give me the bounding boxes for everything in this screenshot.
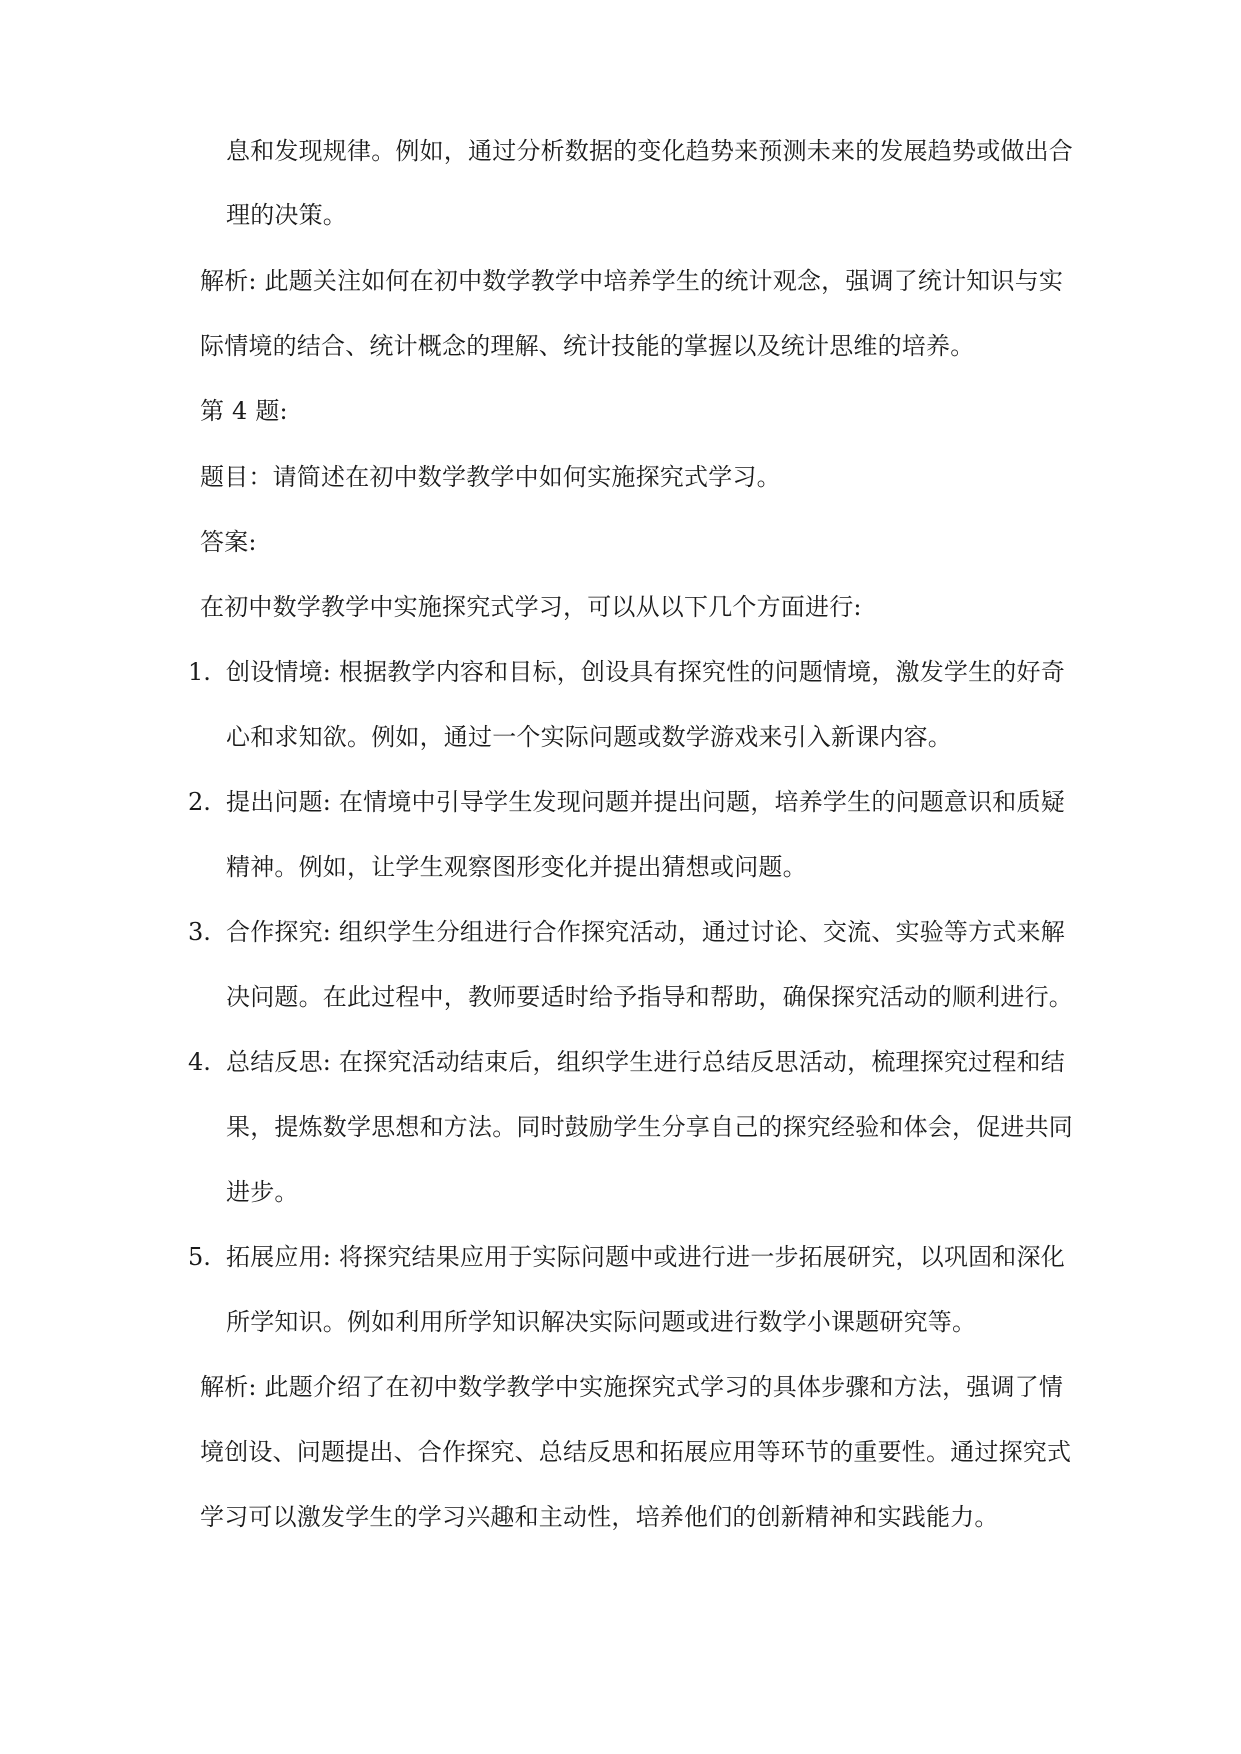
list-item-line: 总结反思: 在探究活动结束后，组织学生进行总结反思活动，梳理探究过程和结 — [226, 1048, 1065, 1076]
analysis-paragraph-line: 际情境的结合、统计概念的理解、统计技能的掌握以及统计思维的培养。 — [200, 332, 975, 360]
list-item-line: 进步。 — [226, 1178, 299, 1206]
list-item-line: 决问题。在此过程中，教师要适时给予指导和帮助，确保探究活动的顺利进行。 — [226, 983, 1073, 1011]
list-item-number: 4. — [188, 1048, 211, 1076]
answer-intro: 在初中数学教学中实施探究式学习，可以从以下几个方面进行: — [200, 593, 862, 621]
list-item-line: 提出问题: 在情境中引导学生发现问题并提出问题，培养学生的问题意识和质疑 — [226, 788, 1065, 816]
list-item-line: 果，提炼数学思想和方法。同时鼓励学生分享自己的探究经验和体会，促进共同 — [226, 1113, 1073, 1141]
list-item-number: 3. — [188, 918, 211, 946]
list-item-line: 心和求知欲。例如，通过一个实际问题或数学游戏来引入新课内容。 — [226, 723, 952, 751]
question-text: 题目：请简述在初中数学教学中如何实施探究式学习。 — [200, 463, 781, 491]
analysis-paragraph-line: 学习可以激发学生的学习兴趣和主动性，培养他们的创新精神和实践能力。 — [200, 1503, 999, 1531]
analysis-paragraph-line: 境创设、问题提出、合作探究、总结反思和拓展应用等环节的重要性。通过探究式 — [200, 1438, 1072, 1466]
list-item-number: 1. — [188, 658, 211, 686]
answer-label: 答案: — [200, 528, 257, 556]
continuation-line: 息和发现规律。例如，通过分析数据的变化趋势来预测未来的发展趋势或做出合 — [226, 137, 1073, 165]
list-item-line: 合作探究: 组织学生分组进行合作探究活动，通过讨论、交流、实验等方式来解 — [226, 918, 1065, 946]
question-heading: 第 4 题: — [200, 397, 288, 425]
list-item-number: 2. — [188, 788, 211, 816]
list-item-line: 精神。例如，让学生观察图形变化并提出猜想或问题。 — [226, 853, 807, 881]
list-item-line: 拓展应用: 将探究结果应用于实际问题中或进行进一步拓展研究，以巩固和深化 — [226, 1243, 1065, 1271]
continuation-line: 理的决策。 — [226, 201, 347, 229]
list-item-line: 所学知识。例如利用所学知识解决实际问题或进行数学小课题研究等。 — [226, 1308, 977, 1336]
analysis-paragraph-line: 解析: 此题介绍了在初中数学教学中实施探究式学习的具体步骤和方法，强调了情 — [200, 1373, 1064, 1401]
list-item-number: 5. — [188, 1243, 211, 1271]
analysis-paragraph-line: 解析: 此题关注如何在初中数学教学中培养学生的统计观念，强调了统计知识与实 — [200, 267, 1064, 295]
list-item-line: 创设情境: 根据教学内容和目标，创设具有探究性的问题情境，激发学生的好奇 — [226, 658, 1065, 686]
